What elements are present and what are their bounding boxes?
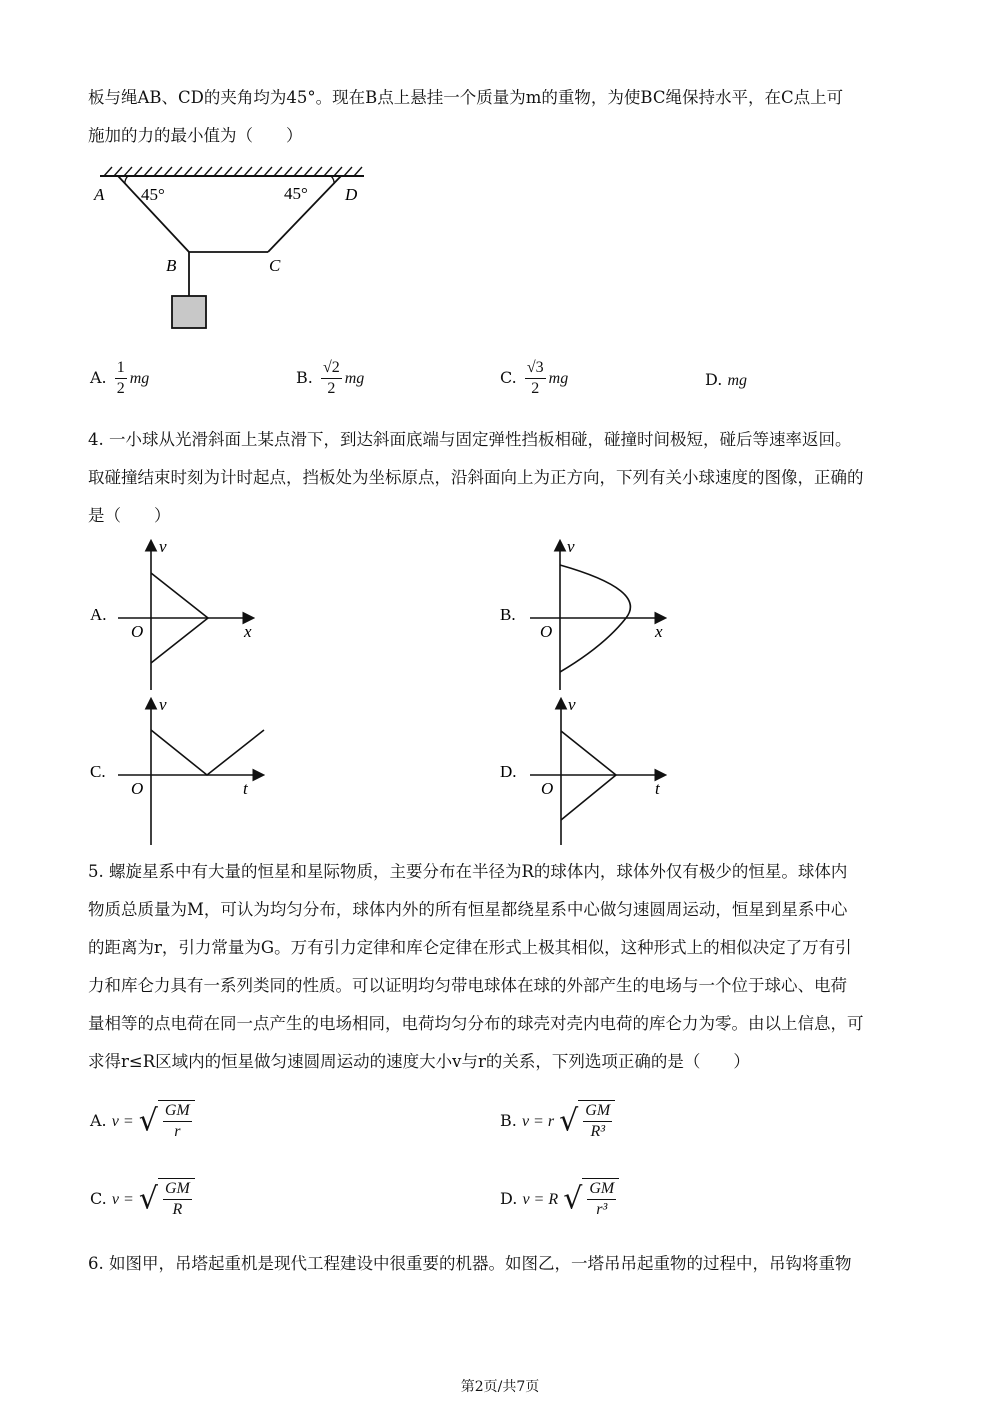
q5-option-d: D. v = R √ $\frac{GM}{\text{r³}}$: [500, 1178, 619, 1220]
graph-a-v: v: [159, 537, 167, 556]
q3-option-a: A. $\frac{1}{2}$ mg: [90, 359, 150, 397]
q5-text-line5: 量相等的点电荷在同一点产生的电场相同，电荷均匀分布的球壳对壳内电荷的库仑力为零。由以上信息，可: [88, 1014, 864, 1033]
page-footer: 第2页/共7页: [460, 1379, 540, 1395]
q4-text-line2: 取碰撞结束时刻为计时起点，挡板处为坐标原点，沿斜面向上为正方向，下列有关小球速度的图像，正确的: [88, 468, 864, 487]
graph-b-origin: O: [540, 622, 553, 641]
graph-d: [530, 700, 664, 845]
q5-text-line2: 物质总质量为M，可认为均匀分布，球体内外的所有恒星都绕星系中心做匀速圆周运动，恒星到星系中心: [88, 900, 848, 919]
graph-c-t: t: [243, 779, 248, 798]
q4-text-line3: 是（ ）: [88, 506, 171, 525]
graph-b-v: v: [567, 537, 575, 556]
q5-option-b: B. v = r √ $\frac{GM}{\text{R³}}$: [500, 1100, 615, 1142]
graph-b-x: x: [655, 622, 663, 641]
graph-d-t: t: [655, 779, 660, 798]
graph-a: [118, 542, 252, 690]
graph-c-v: v: [159, 695, 167, 714]
graph-a-letter: A.: [90, 605, 107, 624]
q4-text-line1: 4. 一小球从光滑斜面上某点滑下，到达斜面底端与固定弹性挡板相碰，碰撞时间极短，碰后等速率返回。: [88, 430, 852, 449]
q5-text-line3: 的距离为r，引力常量为G。万有引力定律和库仑定律在形式上极其相似，这种形式上的相似决定了万有引: [88, 938, 852, 957]
label-B: B: [166, 256, 177, 275]
label-D: D: [345, 185, 358, 204]
angle-left: 45°: [141, 185, 165, 204]
q5-option-a: A. v = √ $\frac{GM}{r}$: [90, 1100, 195, 1142]
angle-right: 45°: [284, 184, 308, 203]
graph-d-letter: D.: [500, 762, 517, 781]
q3-option-d: D. mg: [705, 370, 747, 389]
q3-text-line1: 板与绳AB、CD的夹角均为45°。现在B点上悬挂一个质量为m的重物，为使BC绳保持水平，在C点上可: [88, 88, 844, 107]
label-C: C: [269, 256, 281, 275]
graph-d-v: v: [568, 695, 576, 714]
q5-text-line4: 力和库仑力具有一系列类同的性质。可以证明均匀带电球体在球的外部产生的电场与一个位于球心、电荷: [88, 976, 847, 995]
graph-d-origin: O: [541, 779, 554, 798]
q6-text-line1: 6. 如图甲，吊塔起重机是现代工程建设中很重要的机器。如图乙，一塔吊吊起重物的过程中，吊钩将重物: [88, 1254, 852, 1273]
label-A: A: [94, 185, 105, 204]
graph-b-letter: B.: [500, 605, 516, 624]
graph-b: [530, 542, 664, 690]
q5-text-line6: 求得r≤R区域内的恒星做匀速圆周运动的速度大小v与r的关系，下列选项正确的是（ ）: [88, 1052, 750, 1071]
graph-c-letter: C.: [90, 762, 106, 781]
graph-c-origin: O: [131, 779, 144, 798]
graph-a-origin: O: [131, 622, 144, 641]
graph-a-x: x: [244, 622, 252, 641]
q3-option-c: C. $\frac{√3}{2}$ mg: [500, 359, 569, 397]
q5-text-line1: 5. 螺旋星系中有大量的恒星和星际物质，主要分布在半径为R的球体内，球体外仅有极少的恒星。球体内: [88, 862, 848, 881]
q5-option-c: C. v = √ $\frac{GM}{R}$: [90, 1178, 195, 1220]
q3-option-b: B. $\frac{√2}{2}$ mg: [296, 359, 365, 397]
q3-text-line2: 施加的力的最小值为（ ）: [88, 126, 303, 145]
graph-c: [118, 700, 264, 845]
